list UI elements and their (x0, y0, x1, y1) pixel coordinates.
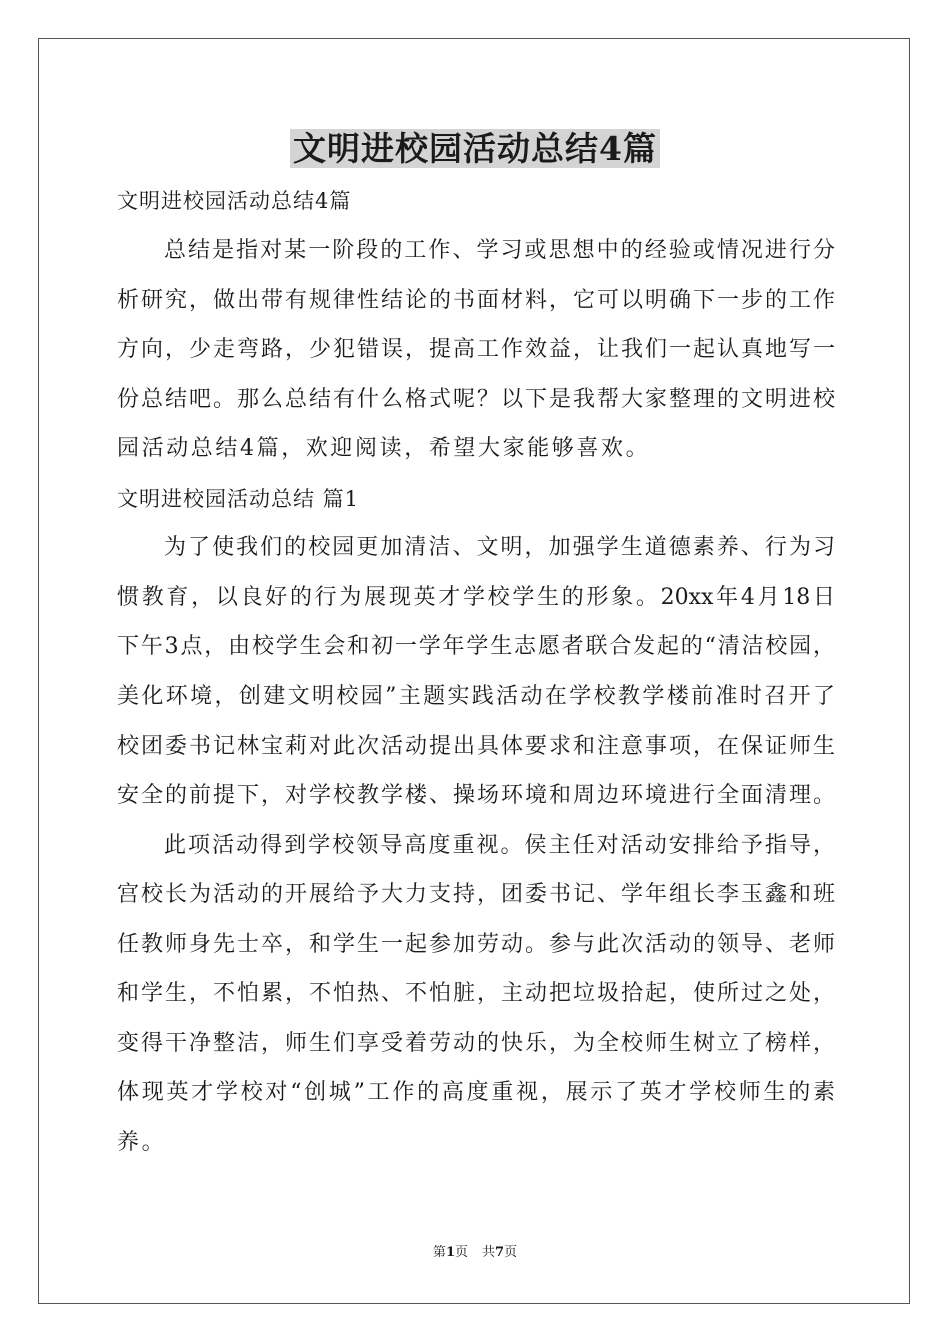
paragraph-line: 宫校长为活动的开展给予大力支持，团委书记、学年组长李玉鑫和班 (117, 882, 835, 907)
section-heading: 文明进校园活动总结 篇1 (117, 487, 360, 511)
paragraph-line: 此项活动得到学校领导高度重视。侯主任对活动安排给予指导， (164, 833, 835, 858)
page-suffix: 页 (454, 1245, 468, 1260)
paragraph-line: 美化环境，创建文明校园”主题实践活动在学校教学楼前准时召开了 (117, 684, 835, 709)
paragraph-line: 下午3点，由校学生会和初一学年学生志愿者联合发起的“清洁校园， (117, 634, 835, 659)
paragraph-line: 为了使我们的校园更加清洁、文明，加强学生道德素养、行为习 (164, 535, 835, 560)
total-suffix: 页 (504, 1245, 518, 1260)
intro-line: 方向，少走弯路，少犯错误，提高工作效益，让我们一起认真地写一 (117, 337, 835, 362)
intro-line: 析研究，做出带有规律性结论的书面材料，它可以明确下一步的工作 (117, 288, 835, 313)
page-footer (0, 1244, 950, 1262)
paragraph-line: 体现英才学校对“创城”工作的高度重视，展示了英才学校师生的素 (117, 1080, 835, 1105)
intro-line: 园活动总结4篇，欢迎阅读，希望大家能够喜欢。 (117, 436, 651, 461)
paragraph-line: 惯教育，以良好的行为展现英才学校学生的形象。20xx年4月18日 (117, 585, 835, 610)
document-title-text: 文明进校园活动总结4篇 (290, 129, 660, 168)
paragraph-line: 和学生，不怕累，不怕热、不怕脏，主动把垃圾拾起，使所过之处， (117, 981, 835, 1006)
paragraph-line: 任教师身先士卒，和学生一起参加劳动。参与此次活动的领导、老师 (117, 932, 835, 957)
page-border (38, 38, 910, 1304)
page-prefix: 第 (432, 1245, 446, 1260)
paragraph-line: 安全的前提下，对学校教学楼、操场环境和周边环境进行全面清理。 (117, 783, 835, 808)
paragraph-line: 校团委书记林宝莉对此次活动提出具体要求和注意事项，在保证师生 (117, 734, 835, 759)
intro-line: 总结是指对某一阶段的工作、学习或思想中的经验或情况进行分 (164, 238, 835, 263)
total-prefix: 共 (482, 1245, 496, 1260)
paragraph-line: 养。 (117, 1130, 167, 1155)
document-title (0, 126, 950, 172)
intro-line: 份总结吧。那么总结有什么格式呢？以下是我帮大家整理的文明进校 (117, 387, 835, 412)
page-number: 1 (445, 1245, 455, 1260)
total-pages: 7 (495, 1245, 505, 1260)
paragraph-line: 变得干净整洁，师生们享受着劳动的快乐，为全校师生树立了榜样， (117, 1031, 835, 1056)
document-subtitle: 文明进校园活动总结4篇 (117, 189, 352, 213)
